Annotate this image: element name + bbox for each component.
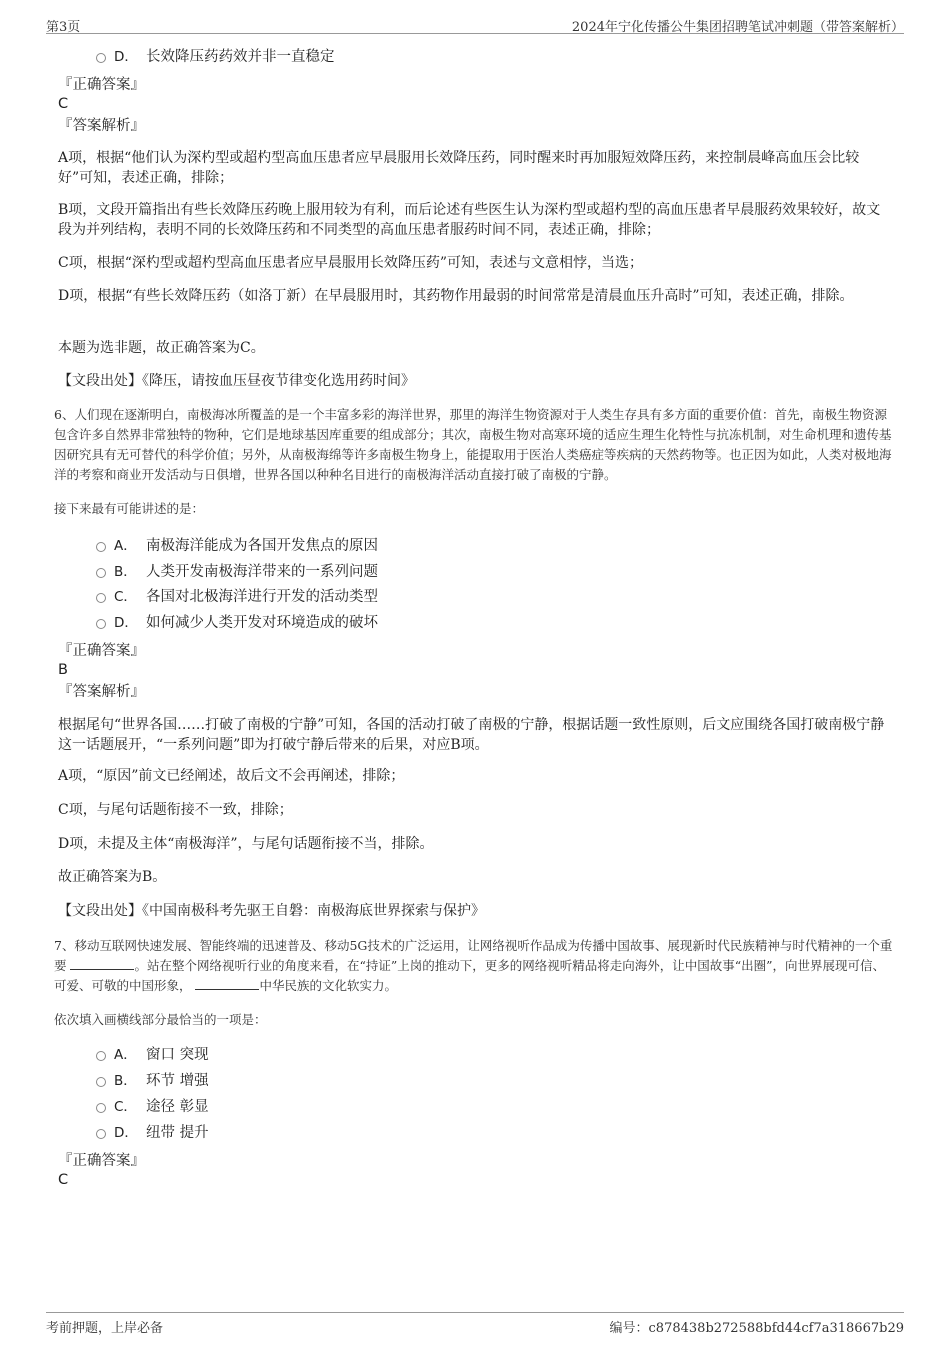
footer-slogan: 考前押题，上岸必备 — [46, 1321, 164, 1336]
q6-source: 【文段出处】《中国南极科考先驱王自磐：南极海底世界探索与保护》 — [58, 903, 485, 919]
q5-analysis-a: A项，根据“他们认为深杓型或超杓型高血压患者应早晨服用长效降压药，同时醒来时再加服短效降压药，来控制晨峰高血压会比较好”可知，表述正确，排除； — [58, 150, 860, 186]
document-title: 2024年宁化传播公牛集团招聘笔试冲刺题（带答案解析） — [571, 20, 904, 35]
q6-analysis-main: 根据尾句“世界各国……打破了南极的宁静”可知，各国的活动打破了南极的宁静，根据话题一致性原则，后文应围绕各国打破南极宁静这一话题展开，“一系列问题”即为打破宁静后带来的后果，对应B项。 — [58, 717, 885, 753]
q7-answer: C — [58, 1172, 69, 1188]
q6-analysis-a: A项，“原因”前文已经阐述，故后文不会再阐述，排除； — [58, 768, 405, 784]
radio-icon[interactable] — [96, 542, 106, 552]
q6-stem: 6、人们现在逐渐明白，南极海冰所覆盖的是一个丰富多彩的海洋世界，那里的海洋生物资源对于人类生存具有多方面的重要价值：首先，南极生物资源包含许多自然界非常独特的物种，它们是地球基因库重要的组成部分；其次，南极生物对高寒环境的适应生理生化特性与抗冻机制，对生命机理和遗传基因研究具有无可替代的科学价值；另外，从南极海绵等许多南极生物身上，能提取用于医治人类癌症等疾病的天然药物等。也正因为如此，人类对极地海洋的考察和商业开发活动与日俱增，世界各国以种种名目进行的南极海洋活动直接打破了南极的宁静。 — [54, 407, 892, 482]
q6-answer: B — [58, 662, 68, 678]
document-code: 编号：c878438b272588bfd44cf7a318667b29 — [609, 1321, 904, 1336]
q6-correct-answer-label: 『正确答案』 — [58, 643, 145, 659]
q6-analysis-d: D项，未提及主体“南极海洋”，与尾句话题衔接不当，排除。 — [58, 836, 434, 852]
q6-analysis-c: C项，与尾句话题衔接不一致，排除； — [58, 802, 293, 818]
radio-icon[interactable] — [96, 1103, 106, 1113]
q6-analysis-label: 『答案解析』 — [58, 684, 145, 700]
radio-icon[interactable] — [96, 53, 106, 63]
radio-icon[interactable] — [96, 568, 106, 578]
q5-answer: C — [58, 96, 69, 112]
q7-prompt: 依次填入画横线部分最恰当的一项是： — [54, 1012, 267, 1027]
q7-stem: 7、移动互联网快速发展、智能终端的迅速普及、移动5G技术的广泛运用，让网络视听作品成为传播中国故事、展现新时代民族精神与时代精神的一个重要 。站在整个网络视听行业的角度来看，在“持证”上岗的推动下，更多的网络视听精品将走向海外，让中国故事“出圈”，向世界展现可信、可爱、可敬的中国形象， 中华民族的文化软实力。 — [54, 938, 893, 993]
page-footer — [46, 1312, 904, 1336]
answer-blank-2 — [195, 978, 259, 990]
radio-icon[interactable] — [96, 1051, 106, 1061]
q7-correct-answer-label: 『正确答案』 — [58, 1153, 145, 1169]
answer-blank-1 — [70, 958, 134, 970]
radio-icon[interactable] — [96, 619, 106, 629]
q6-prompt: 接下来最有可能讲述的是： — [54, 501, 205, 516]
radio-icon[interactable] — [96, 1077, 106, 1087]
q5-correct-answer-label: 『正确答案』 — [58, 77, 145, 93]
q5-analysis-d: D项，根据“有些长效降压药（如洛丁新）在早晨服用时，其药物作用最弱的时间常常是清晨血压升高时”可知，表述正确，排除。 — [58, 288, 854, 304]
radio-icon[interactable] — [96, 1129, 106, 1139]
page-header — [46, 12, 904, 34]
q5-analysis-label: 『答案解析』 — [58, 118, 145, 134]
q5-conclusion: 本题为选非题，故正确答案为C。 — [58, 340, 265, 356]
q5-source: 【文段出处】《降压，请按血压昼夜节律变化选用药时间》 — [58, 373, 415, 389]
q6-conclusion: 故正确答案为B。 — [58, 869, 167, 885]
q5-analysis-c: C项，根据“深杓型或超杓型高血压患者应早晨服用长效降压药”可知，表述与文意相悖，当选； — [58, 255, 644, 271]
q5-analysis-b: B项，文段开篇指出有些长效降压药晚上服用较为有利，而后论述有些医生认为深杓型或超杓型的高血压患者早晨服药效果较好，故文段为并列结构，表明不同的长效降压药和不同类型的高血压患者服药时间不同，表述正确，排除； — [58, 202, 881, 238]
page-number: 第3页 — [46, 20, 81, 35]
radio-icon[interactable] — [96, 593, 106, 603]
